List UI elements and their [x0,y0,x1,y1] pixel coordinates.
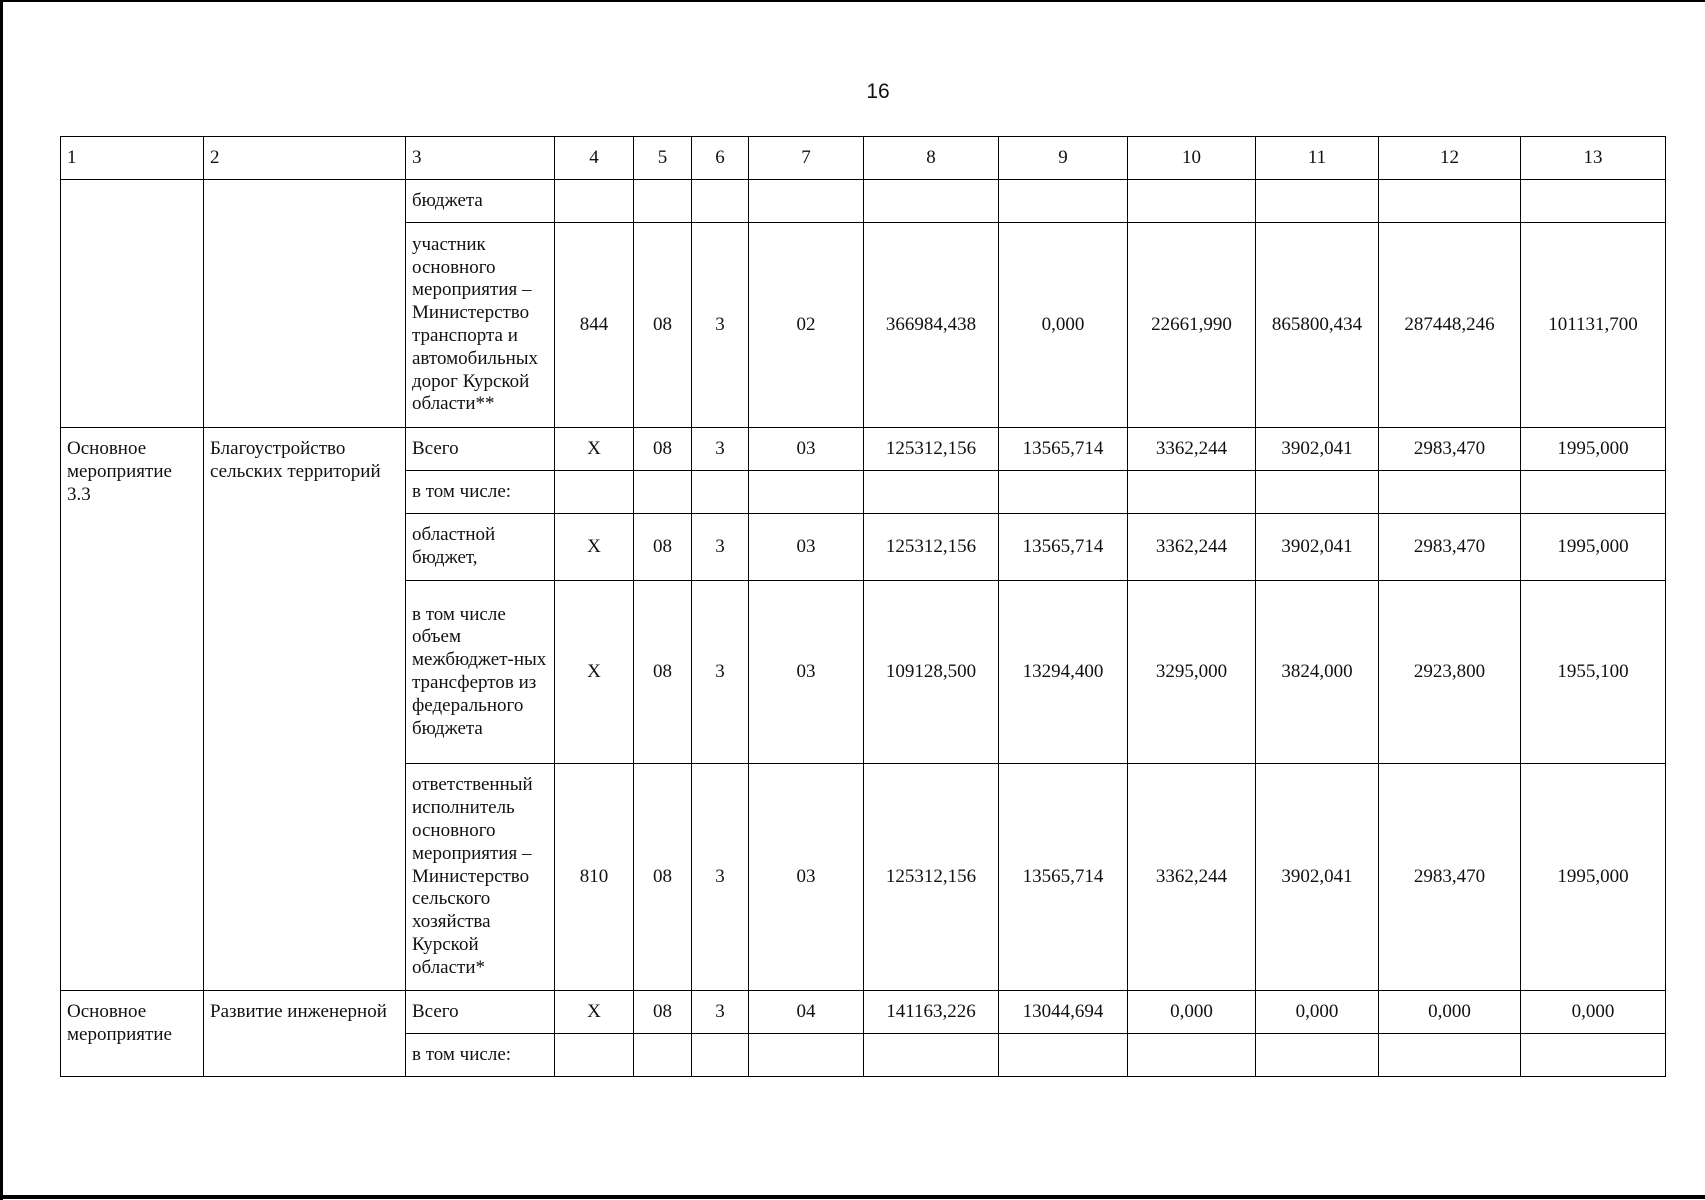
table-cell: 0,000 [1379,991,1521,1034]
table-cell: 3362,244 [1128,514,1256,581]
activity-name-cell: Развитие инженерной [204,991,406,1077]
table-cell: 3 [692,223,749,428]
table-row [61,991,1666,1034]
header-cell: 8 [864,137,999,180]
table-cell [1521,471,1666,514]
table-cell: 0,000 [1521,991,1666,1034]
page-number: 16 [866,80,890,103]
table-cell: 0,000 [999,223,1128,428]
table-cell: 3902,041 [1256,514,1379,581]
table-cell [749,471,864,514]
table-cell [555,180,634,223]
table-cell: 0,000 [1128,991,1256,1034]
table-cell: 3 [692,991,749,1034]
table-cell: 03 [749,428,864,471]
table-cell: 13294,400 [999,581,1128,764]
table-cell: 287448,246 [1379,223,1521,428]
table-cell: 1995,000 [1521,514,1666,581]
table-cell [1128,180,1256,223]
table-cell: 3902,041 [1256,764,1379,991]
header-cell: 2 [204,137,406,180]
header-cell: 5 [634,137,692,180]
table-cell [749,180,864,223]
header-cell: 7 [749,137,864,180]
table-cell [999,180,1128,223]
table-cell [749,1034,864,1077]
description-cell: в том числе: [406,1034,555,1077]
table-cell [1128,471,1256,514]
table-cell: 109128,500 [864,581,999,764]
table-cell: 2983,470 [1379,428,1521,471]
table-cell: 3 [692,764,749,991]
table-cell: 865800,434 [1256,223,1379,428]
table-cell: 08 [634,514,692,581]
table-cell [692,471,749,514]
table-header-row [61,137,1666,180]
table-cell [555,471,634,514]
table-cell: 125312,156 [864,514,999,581]
table-cell [1128,1034,1256,1077]
table-cell: 125312,156 [864,764,999,991]
header-cell: 13 [1521,137,1666,180]
table-cell: 13044,694 [999,991,1128,1034]
description-cell: ответственный исполнитель основного мероприятия – Министерство сельского хозяйства Курской области* [406,764,555,991]
table-row [61,428,1666,471]
table-cell: 810 [555,764,634,991]
activity-cell: Основное мероприятие [61,991,204,1077]
activity-cell [61,180,204,428]
table-cell: Х [555,991,634,1034]
description-cell: Всего [406,991,555,1034]
table-cell [692,1034,749,1077]
description-cell: областной бюджет, [406,514,555,581]
budget-table [60,136,1666,1077]
table-cell [1256,471,1379,514]
page-border-bottom [0,1195,1705,1199]
table-cell: 3824,000 [1256,581,1379,764]
description-cell: Всего [406,428,555,471]
table-cell: 03 [749,581,864,764]
table-cell: 1955,100 [1521,581,1666,764]
table-cell [555,1034,634,1077]
table-cell [1256,180,1379,223]
table-cell: Х [555,581,634,764]
table-cell [1256,1034,1379,1077]
description-cell: в том числе объем межбюджет-ных трансфертов из федерального бюджета [406,581,555,764]
table-cell: 1995,000 [1521,428,1666,471]
table-cell: Х [555,514,634,581]
description-cell: в том числе: [406,471,555,514]
table-cell: 2983,470 [1379,764,1521,991]
table-cell: 04 [749,991,864,1034]
header-cell: 9 [999,137,1128,180]
header-cell: 3 [406,137,555,180]
table-cell [1521,180,1666,223]
table-cell: 0,000 [1256,991,1379,1034]
table-cell [999,471,1128,514]
table-cell: 3295,000 [1128,581,1256,764]
table-cell [634,471,692,514]
table-cell: 22661,990 [1128,223,1256,428]
table-cell: 08 [634,581,692,764]
table-cell: 08 [634,764,692,991]
table-cell [634,1034,692,1077]
header-cell: 12 [1379,137,1521,180]
header-cell: 11 [1256,137,1379,180]
header-cell: 4 [555,137,634,180]
table-cell: 08 [634,428,692,471]
table-cell: 101131,700 [1521,223,1666,428]
table-cell [999,1034,1128,1077]
table-cell: 844 [555,223,634,428]
header-cell: 10 [1128,137,1256,180]
table-cell [864,1034,999,1077]
table-cell [864,471,999,514]
table-cell: 125312,156 [864,428,999,471]
table-cell [692,180,749,223]
table-cell: 3 [692,514,749,581]
table-cell: 366984,438 [864,223,999,428]
table-cell: Х [555,428,634,471]
table-cell: 2923,800 [1379,581,1521,764]
table-cell [1379,1034,1521,1077]
table-cell: 3362,244 [1128,764,1256,991]
table-cell: 03 [749,514,864,581]
table-cell [864,180,999,223]
table-cell [634,180,692,223]
page-border-top [0,0,1705,2]
table-row [61,180,1666,223]
activity-name-cell: Благоустройство сельских территорий [204,428,406,991]
description-cell: бюджета [406,180,555,223]
table-cell: 141163,226 [864,991,999,1034]
table-cell: 02 [749,223,864,428]
table-cell: 13565,714 [999,764,1128,991]
table-cell: 13565,714 [999,514,1128,581]
description-cell: участник основного мероприятия – Министерство транспорта и автомобильных дорог Курской области** [406,223,555,428]
activity-name-cell [204,180,406,428]
table-cell: 03 [749,764,864,991]
table-cell: 2983,470 [1379,514,1521,581]
table-cell: 08 [634,223,692,428]
table-cell: 3 [692,581,749,764]
activity-cell: Основное мероприятие 3.3 [61,428,204,991]
table-cell: 08 [634,991,692,1034]
page-border-left [0,0,3,1200]
table-cell [1379,180,1521,223]
table-cell: 3902,041 [1256,428,1379,471]
header-cell: 6 [692,137,749,180]
table-cell: 3 [692,428,749,471]
table-cell: 3362,244 [1128,428,1256,471]
table-cell [1379,471,1521,514]
table-cell [1521,1034,1666,1077]
table-cell: 1995,000 [1521,764,1666,991]
table-cell: 13565,714 [999,428,1128,471]
header-cell: 1 [61,137,204,180]
